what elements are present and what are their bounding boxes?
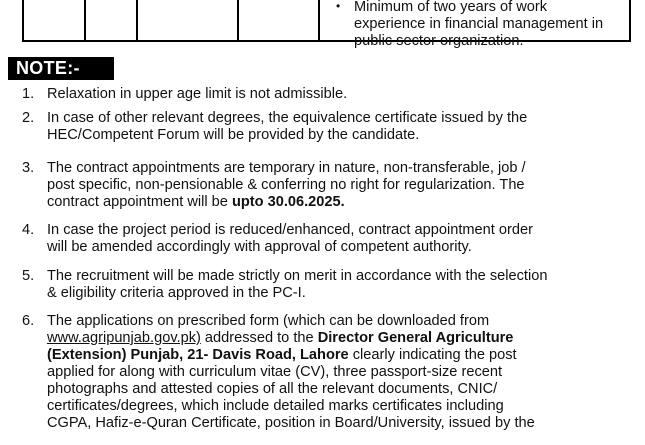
requirement-line: experience in financial management in <box>354 16 604 32</box>
table-divider <box>318 0 320 40</box>
item-number: 2. <box>22 110 35 126</box>
requirements-table-bottom <box>22 0 631 49</box>
item-number: 3. <box>22 160 35 176</box>
table-divider <box>237 0 239 40</box>
bullet-icon: • <box>336 0 341 13</box>
address: (Extension) Punjab, 21- Davis Road, Lahore <box>47 347 349 363</box>
item-text-part: contract appointment will be <box>47 194 232 210</box>
item-text: The recruitment will be made strictly on merit in accordance with the selection <box>47 268 548 284</box>
website-link[interactable]: www.agripunjab.gov.pk) <box>47 330 201 346</box>
item-number: 1. <box>22 86 35 102</box>
note-heading: NOTE:- <box>8 57 114 80</box>
end-date: upto 30.06.2025. <box>231 194 345 210</box>
item-text: Relaxation in upper age limit is not admissible. <box>47 86 348 102</box>
item-text: applied for along with curriculum vitae (CV), three passport-size recent <box>47 364 503 380</box>
item-number: 4. <box>22 222 35 238</box>
item-text: HEC/Competent Forum will be provided by the candidate. <box>47 127 420 143</box>
item-text-part: addressed to the <box>200 330 318 346</box>
item-text: The applications on prescribed form (which can be downloaded from <box>47 313 490 329</box>
requirements-cell <box>336 0 634 50</box>
item-text: certificates/degrees, which include detailed marks certificates including <box>47 398 504 414</box>
item-number: 5. <box>22 268 35 284</box>
item-number: 6. <box>22 313 35 329</box>
table-divider <box>136 0 138 40</box>
item-text: In case of other relevant degrees, the equivalence certificate issued by the <box>47 110 528 126</box>
item-text <box>47 347 517 364</box>
item-text-part: clearly indicating the post <box>348 347 517 363</box>
table-divider <box>84 0 86 40</box>
requirement-line: Minimum of two years of work <box>354 0 548 15</box>
item-text: CGPA, Hafiz-e-Quran Certificate, position in Board/University, issued by the <box>47 415 535 431</box>
item-text: The contract appointments are temporary in nature, non-transferable, job / <box>47 160 526 176</box>
requirement-line: public sector organization. <box>354 33 524 49</box>
item-text <box>47 194 345 211</box>
addressee: Director General Agriculture <box>317 330 514 346</box>
item-text: photographs and attested copies of all the relevant documents, CNIC/ <box>47 381 498 397</box>
item-text <box>47 330 513 347</box>
item-text: post specific, non-pensionable & conferring no right for regularization. The <box>47 177 525 193</box>
item-text: In case the project period is reduced/enhanced, contract appointment order <box>47 222 533 238</box>
item-text: & eligibility criteria approved in the PC-I. <box>47 285 306 301</box>
item-text: will be amended accordingly with approval of competent authority. <box>47 239 472 255</box>
